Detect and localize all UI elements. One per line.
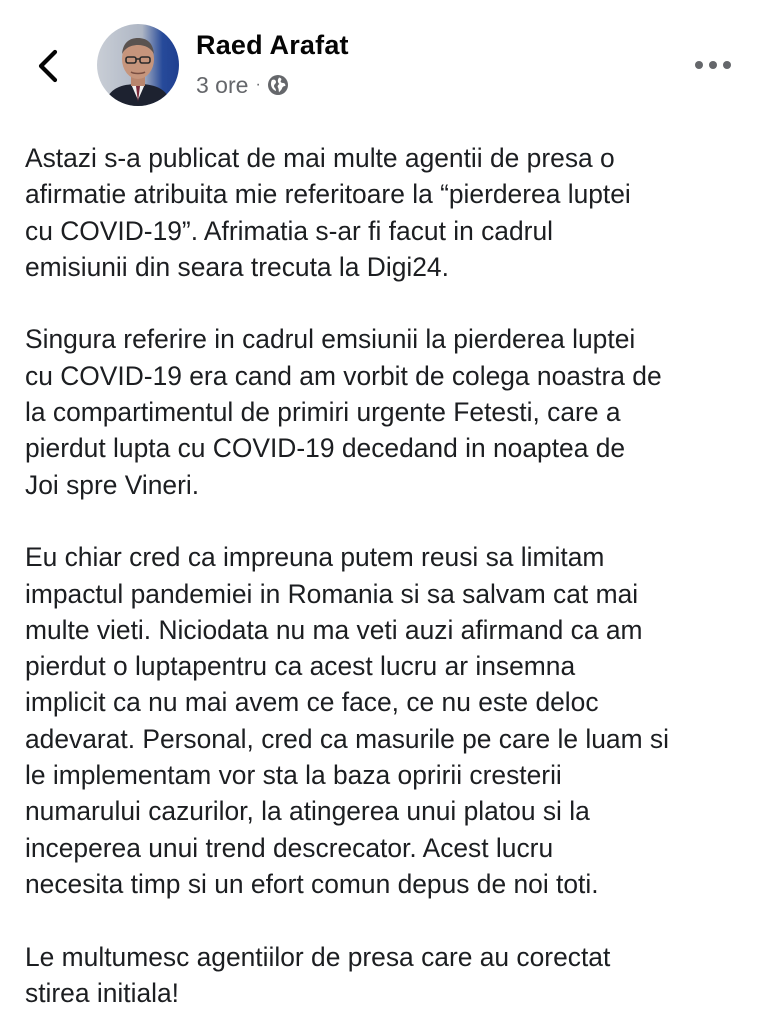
post-meta	[196, 70, 289, 100]
more-horizontal-icon	[694, 60, 732, 70]
more-options-button[interactable]	[690, 50, 736, 80]
profile-photo	[97, 24, 179, 106]
author-name[interactable]: Raed Arafat	[196, 30, 349, 60]
post-paragraph: Astazi s-a publicat de mai multe agentii de presa o afirmatie atribuita mie referitoare la “pierderea luptei cu COVID-19”. Afrimatia s-ar fi facut in cadrul emisiunii din seara trecuta la Digi24.	[25, 143, 631, 282]
post-timestamp[interactable]: 3 ore	[196, 71, 249, 98]
chevron-left-icon	[36, 48, 60, 84]
globe-icon[interactable]	[267, 74, 289, 96]
avatar[interactable]	[97, 24, 179, 106]
post-text	[25, 140, 741, 1011]
back-button[interactable]	[26, 40, 70, 92]
meta-separator: ·	[255, 76, 261, 93]
post-paragraph: Singura referire in cadrul emsiunii la pierderea luptei cu COVID-19 era cand am vorbit de colega noastra de la compartimentul de primiri urgente Fetesti, care a pierdut lupta cu COVID-19 decedand in noaptea de Joi spre Vineri.	[25, 324, 662, 500]
post-paragraph: Eu chiar cred ca impreuna putem reusi sa limitam impactul pandemiei in Romania si sa salvam cat mai multe vieti. Niciodata nu ma veti auzi afirmand ca am pierdut o luptapentru ca acest lucru ar insemna implicit ca nu mai avem ce face, ce nu este deloc adevarat. Personal, cred ca masurile pe care le luam si le implementam vor sta la baza opririi cresterii numarului cazurilor, la atingerea unui platou si la inceperea unui trend descrecator. Acest lucru necesita timp si un efort comun depus de noi toti.	[25, 542, 669, 899]
post-header	[0, 0, 763, 120]
post-paragraph: Le multumesc agentiilor de presa care au corectat stirea initiala!	[25, 941, 611, 1008]
